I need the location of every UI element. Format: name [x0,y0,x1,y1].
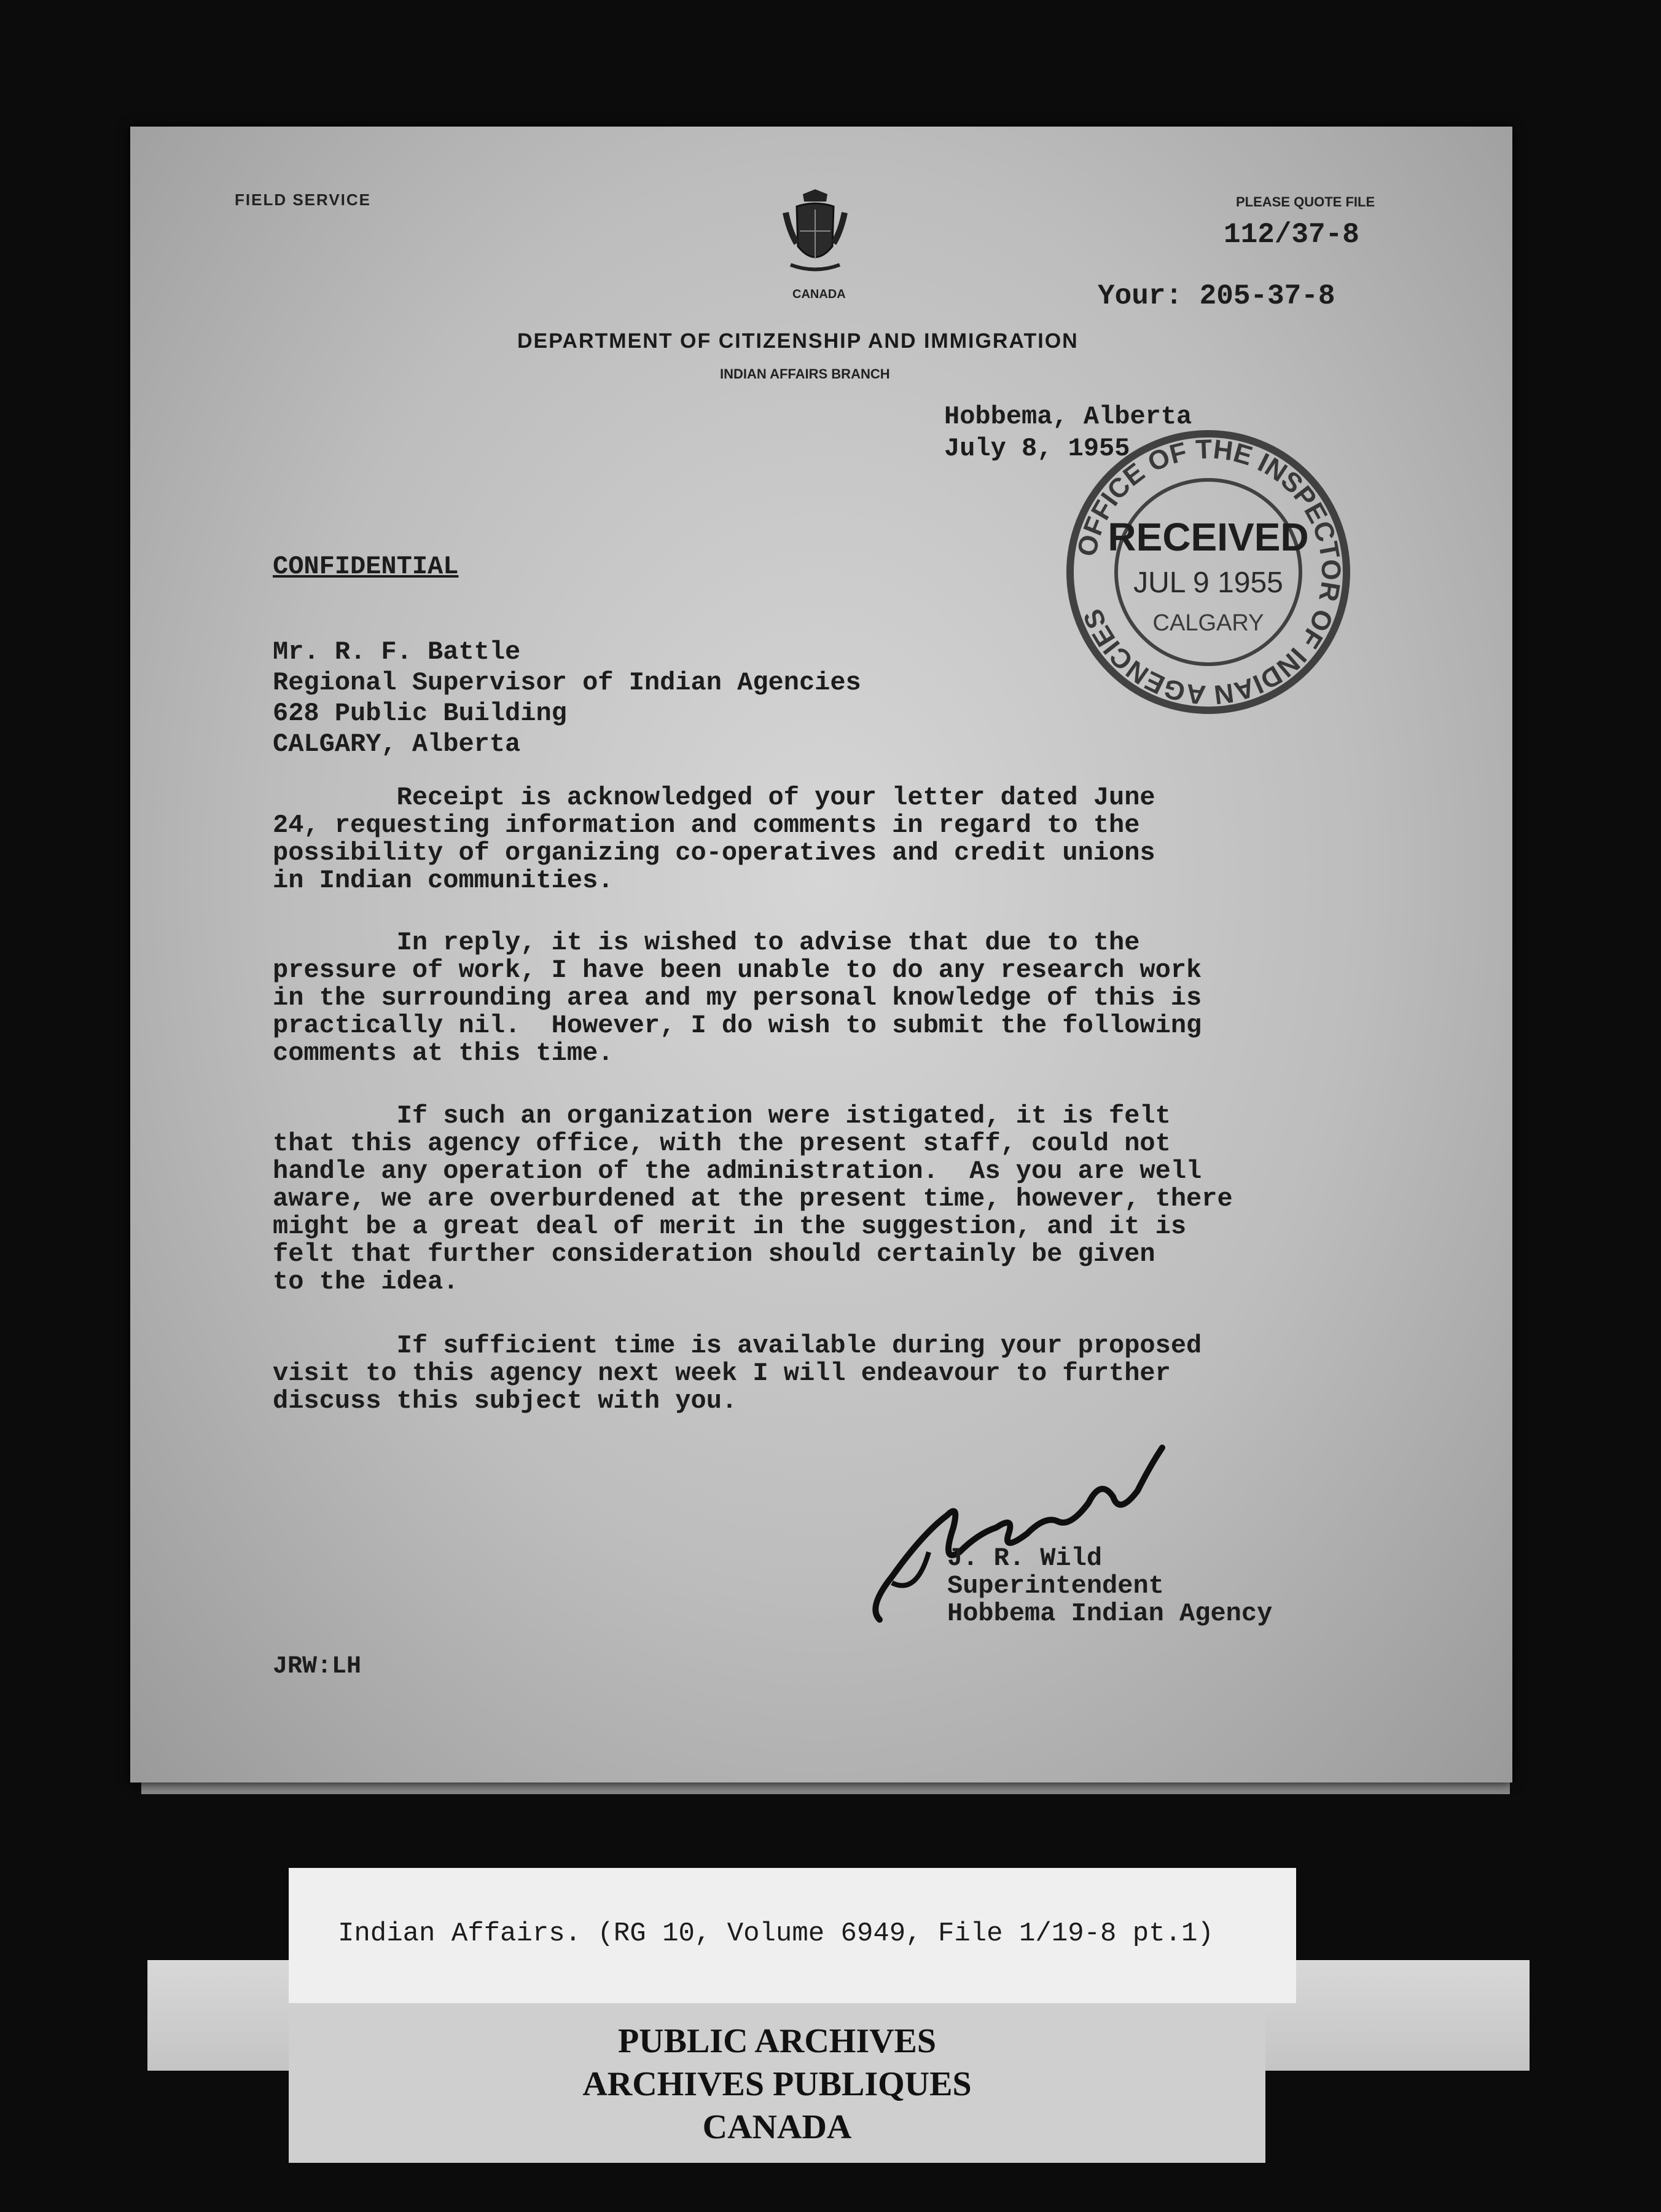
paragraph-3 [273,1102,1471,1296]
address-line: 628 Public Building [273,699,567,728]
archives-line-fr: ARCHIVES PUBLIQUES [582,2065,972,2103]
typist-initials: JRW:LH [273,1653,362,1681]
body-line: visit to this agency next week I will endeavour to further [273,1359,1171,1388]
address-line: CALGARY, Alberta [273,729,521,759]
body-line: If sufficient time is available during your proposed [273,1331,1202,1360]
quote-file-label: PLEASE QUOTE FILE [1236,194,1375,210]
body-line: comments at this time. [273,1038,614,1068]
branch-name: INDIAN AFFAIRS BRANCH [720,366,890,382]
archive-reference: Indian Affairs. (RG 10, Volume 6949, File 1/19-8 pt.1) [338,1918,1214,1949]
signer-title: Superintendent [947,1571,1164,1601]
paragraph-1 [273,784,1471,895]
crest-caption: CANADA [792,288,846,301]
signature-block [947,1545,1272,1628]
received-stamp [1064,428,1353,716]
body-line: in Indian communities. [273,866,614,895]
body-line: pressure of work, I have been unable to do any research work [273,955,1202,985]
body-line: If such an organization were istigated, it is felt [273,1101,1171,1131]
body-line: 24, requesting information and comments in regard to the [273,810,1140,840]
archives-line-country: CANADA [702,2108,852,2146]
address-line: Regional Supervisor of Indian Agencies [273,668,861,697]
stamp-date: JUL 9 1955 [1133,567,1283,599]
body-line: to the idea. [273,1267,459,1296]
body-line: discuss this subject with you. [273,1386,738,1416]
field-service-label: FIELD SERVICE [235,190,372,209]
file-number: 112/37-8 [1224,219,1359,251]
body-line: aware, we are overburdened at the present time, however, there [273,1184,1233,1214]
dateline-place: Hobbema, Alberta [944,402,1192,431]
dateline-date: July 8, 1955 [944,434,1130,463]
body-line: felt that further consideration should certainly be given [273,1239,1155,1269]
signer-name: J. R. Wild [947,1543,1103,1573]
recipient-address [273,637,861,759]
body-line: Receipt is acknowledged of your letter dated June [273,783,1155,812]
paragraph-2 [273,929,1471,1067]
department-name: DEPARTMENT OF CITIZENSHIP AND IMMIGRATION [517,329,1079,353]
body-line: might be a great deal of merit in the suggestion, and it is [273,1212,1187,1241]
body-line: In reply, it is wished to advise that due to the [273,928,1140,957]
paragraph-4 [273,1332,1471,1415]
body-line: that this agency office, with the present staff, could not [273,1129,1171,1158]
letter-page [130,127,1512,1783]
body-line: possibility of organizing co-operatives and credit unions [273,838,1155,868]
stamp-city: CALGARY [1152,610,1264,636]
archive-reference-label [289,1868,1296,2003]
stamp-ring-text: OFFICE OF THE INSPECTOR OF INDIAN AGENCIES [1071,434,1346,710]
public-archives-stamp [289,2009,1265,2163]
body-line: handle any operation of the administration. As you are well [273,1156,1202,1186]
address-line: Mr. R. F. Battle [273,637,521,667]
body-line: in the surrounding area and my personal knowledge of this is [273,983,1202,1013]
archives-line-en: PUBLIC ARCHIVES [617,2022,937,2060]
signer-agency: Hobbema Indian Agency [947,1599,1273,1628]
confidential-heading: CONFIDENTIAL [273,552,459,581]
body-line: practically nil. However, I do wish to submit the following [273,1011,1202,1040]
your-reference: Your: 205-37-8 [1098,280,1335,312]
stamp-received: RECEIVED [1108,515,1309,559]
coat-of-arms-icon [778,188,852,280]
